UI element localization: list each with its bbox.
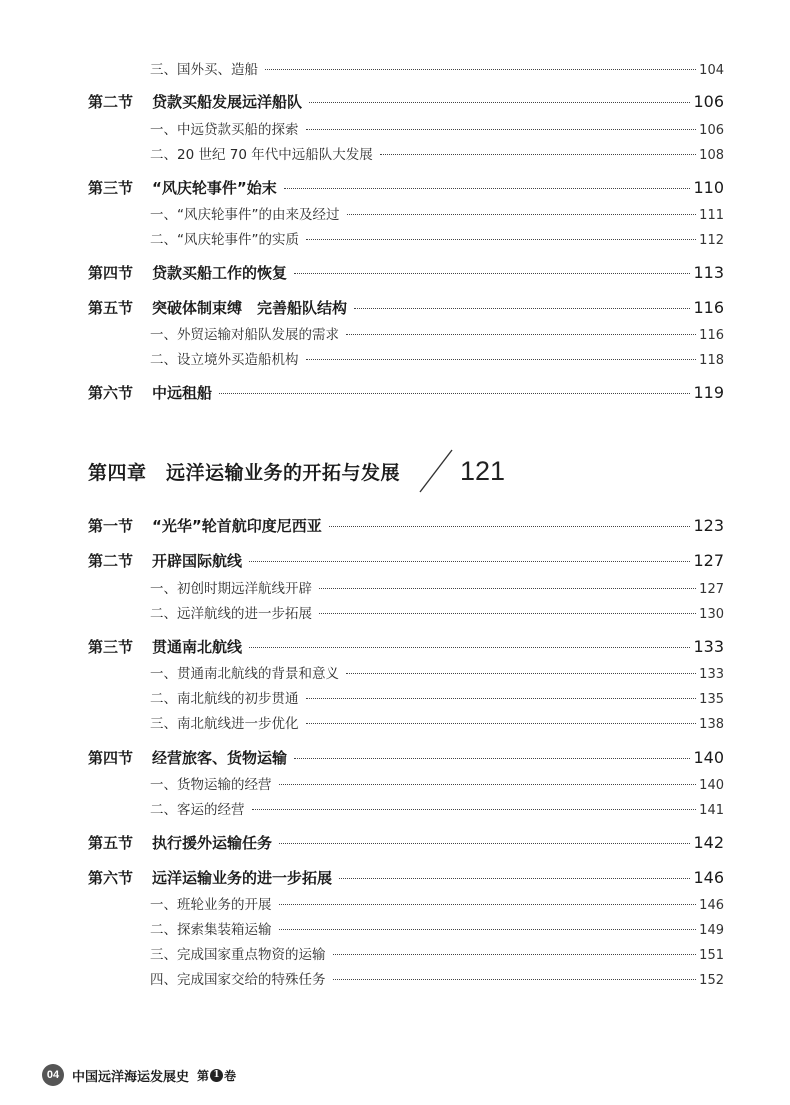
toc-subsection-title: 二、南北航线的初步贯通	[150, 691, 299, 707]
toc-page-number: 146	[699, 898, 724, 913]
toc-leader-dots	[249, 647, 690, 648]
toc-page-number: 138	[699, 717, 724, 732]
toc-section[interactable]	[88, 297, 724, 318]
toc-leader-dots	[279, 843, 690, 844]
toc-subsection[interactable]	[150, 203, 724, 223]
toc-subsection[interactable]	[150, 798, 724, 818]
toc-leader-dots	[279, 784, 697, 785]
toc-leader-dots	[279, 929, 697, 930]
toc-subsection[interactable]	[150, 143, 724, 163]
toc-leader-dots	[319, 588, 696, 589]
toc-subsection[interactable]	[150, 662, 724, 682]
toc-subsection-title: 一、外贸运输对船队发展的需求	[150, 327, 339, 343]
toc-section[interactable]	[88, 515, 724, 536]
toc-leader-dots	[306, 698, 697, 699]
toc-subsection-title: 一、货物运输的经营	[150, 777, 272, 793]
toc-page-number: 135	[699, 692, 724, 707]
toc-section-title: 经营旅客、货物运输	[152, 749, 288, 767]
toc-section-number: 第一节	[88, 517, 134, 535]
toc-page-number: 142	[693, 833, 724, 852]
toc-leader-dots	[306, 239, 696, 240]
toc-page-number: 116	[693, 298, 724, 317]
toc-section-number: 第三节	[88, 638, 134, 656]
toc-section-number: 第六节	[88, 869, 134, 887]
toc-page-number: 130	[699, 607, 724, 622]
toc-section[interactable]	[88, 550, 724, 571]
toc-section-title: 执行援外运输任务	[152, 834, 273, 852]
toc-subsection[interactable]	[150, 687, 724, 707]
toc-section-number: 第二节	[88, 93, 134, 111]
footer-volume-prefix: 第	[197, 1068, 210, 1083]
toc-page-number: 149	[699, 923, 724, 938]
toc-subsection-title: 二、“风庆轮事件”的实质	[150, 232, 299, 248]
toc-section[interactable]	[88, 262, 724, 283]
toc-leader-dots	[294, 273, 690, 274]
toc-section-title: 开辟国际航线	[152, 552, 243, 570]
footer-page-number: 04	[42, 1064, 64, 1086]
toc-page-number: 140	[693, 748, 724, 767]
toc-subsection-title: 一、中远贷款买船的探索	[150, 122, 299, 138]
toc-section[interactable]	[88, 867, 724, 888]
toc-subsection-title: 二、探索集装箱运输	[150, 922, 272, 938]
toc-leader-dots	[346, 334, 696, 335]
toc-section[interactable]	[88, 382, 724, 403]
footer-volume	[197, 1067, 236, 1084]
toc-page-number: 151	[699, 948, 724, 963]
toc-subsection-title: 二、20 世纪 70 年代中远船队大发展	[150, 147, 373, 163]
toc-subsection[interactable]	[150, 968, 724, 988]
footer-book-title: 中国远洋海运发展史	[72, 1069, 190, 1085]
toc-subsection[interactable]	[150, 893, 724, 913]
toc-section-title: 贷款买船工作的恢复	[152, 264, 288, 282]
toc-leader-dots	[339, 878, 690, 879]
toc-page-number: 127	[693, 551, 724, 570]
toc-subsection-title: 二、远洋航线的进一步拓展	[150, 606, 312, 622]
toc-subsection[interactable]	[150, 943, 724, 963]
toc-leader-dots	[347, 214, 697, 215]
toc-subsection-title: 三、国外买、造船	[150, 62, 258, 78]
toc-section[interactable]	[88, 832, 724, 853]
toc-page-number: 127	[699, 582, 724, 597]
toc-page-number: 108	[699, 148, 724, 163]
toc-subsection-title: 二、设立境外买造船机构	[150, 352, 299, 368]
toc-leader-dots	[333, 979, 697, 980]
toc-subsection-title: 四、完成国家交给的特殊任务	[150, 972, 326, 988]
toc-page-number: 133	[693, 637, 724, 656]
toc-section[interactable]	[88, 636, 724, 657]
toc-subsection-title: 一、班轮业务的开展	[150, 897, 272, 913]
toc-section-number: 第六节	[88, 384, 134, 402]
chapter-heading[interactable]	[88, 448, 505, 494]
toc-subsection-title: 三、完成国家重点物资的运输	[150, 947, 326, 963]
toc-subsection[interactable]	[150, 577, 724, 597]
toc-leader-dots	[306, 129, 697, 130]
toc-page-number: 112	[699, 233, 724, 248]
toc-section-title: “风庆轮事件”始末	[152, 179, 277, 197]
toc-subsection-title: 一、贯通南北航线的背景和意义	[150, 666, 339, 682]
toc-leader-dots	[284, 188, 691, 189]
toc-leader-dots	[333, 954, 697, 955]
toc-section-title: 远洋运输业务的进一步拓展	[152, 869, 333, 887]
toc-section-title: 贯通南北航线	[152, 638, 243, 656]
toc-leader-dots	[294, 758, 690, 759]
toc-section-title: 贷款买船发展远洋船队	[152, 93, 303, 111]
toc-subsection[interactable]	[150, 58, 724, 78]
page-footer	[42, 1064, 236, 1086]
toc-section-number: 第四节	[88, 749, 134, 767]
toc-section-title: 中远租船	[152, 384, 213, 402]
toc-subsection[interactable]	[150, 323, 724, 343]
toc-section[interactable]	[88, 747, 724, 768]
toc-section-number: 第五节	[88, 299, 134, 317]
toc-page-number: 140	[699, 778, 724, 793]
toc-subsection-title: 一、初创时期远洋航线开辟	[150, 581, 312, 597]
footer-volume-number: 1	[210, 1069, 223, 1082]
toc-page-number: 141	[699, 803, 724, 818]
toc-page-number: 123	[693, 516, 724, 535]
toc-subsection-title: 一、“风庆轮事件”的由来及经过	[150, 207, 340, 223]
toc-page-number: 119	[693, 383, 724, 402]
toc-page-number: 116	[699, 328, 724, 343]
toc-leader-dots	[252, 809, 697, 810]
toc-leader-dots	[319, 613, 696, 614]
toc-page-number: 110	[693, 178, 724, 197]
toc-leader-dots	[219, 393, 690, 394]
toc-leader-dots	[354, 308, 690, 309]
toc-subsection[interactable]	[150, 228, 724, 248]
toc-section-number: 第五节	[88, 834, 134, 852]
toc-leader-dots	[279, 904, 697, 905]
toc-subsection[interactable]	[150, 602, 724, 622]
toc-subsection[interactable]	[150, 348, 724, 368]
toc-subsection-title: 三、南北航线进一步优化	[150, 716, 299, 732]
toc-leader-dots	[249, 561, 690, 562]
toc-page-number: 152	[699, 973, 724, 988]
toc-subsection[interactable]	[150, 118, 724, 138]
toc-leader-dots	[265, 69, 696, 70]
toc-page-number: 113	[693, 263, 724, 282]
toc-leader-dots	[306, 723, 697, 724]
footer-volume-suffix: 卷	[224, 1068, 237, 1083]
toc-leader-dots	[380, 154, 696, 155]
toc-page-number: 106	[693, 92, 724, 111]
toc-section[interactable]	[88, 91, 724, 112]
toc-subsection[interactable]	[150, 712, 724, 732]
chapter-title: 第四章 远洋运输业务的开拓与发展	[88, 461, 401, 484]
toc-leader-dots	[346, 673, 696, 674]
toc-section-title: 突破体制束缚 完善船队结构	[152, 299, 348, 317]
toc-section-title: “光华”轮首航印度尼西亚	[152, 517, 322, 535]
toc-leader-dots	[306, 359, 697, 360]
toc-section-number: 第三节	[88, 179, 134, 197]
toc-subsection[interactable]	[150, 918, 724, 938]
toc-section[interactable]	[88, 177, 724, 198]
toc-page-number: 104	[699, 63, 724, 78]
toc-leader-dots	[329, 526, 691, 527]
toc-page-number: 111	[699, 208, 724, 223]
toc-section-number: 第二节	[88, 552, 134, 570]
toc-page-number: 146	[693, 868, 724, 887]
toc-section-number: 第四节	[88, 264, 134, 282]
toc-leader-dots	[309, 102, 690, 103]
toc-page-number: 118	[699, 353, 724, 368]
toc-subsection-title: 二、客运的经营	[150, 802, 245, 818]
chapter-divider-slash	[416, 448, 456, 494]
toc-page-number: 106	[699, 123, 724, 138]
chapter-page-number: 121	[460, 455, 506, 486]
toc-page-number: 133	[699, 667, 724, 682]
toc-subsection[interactable]	[150, 773, 724, 793]
